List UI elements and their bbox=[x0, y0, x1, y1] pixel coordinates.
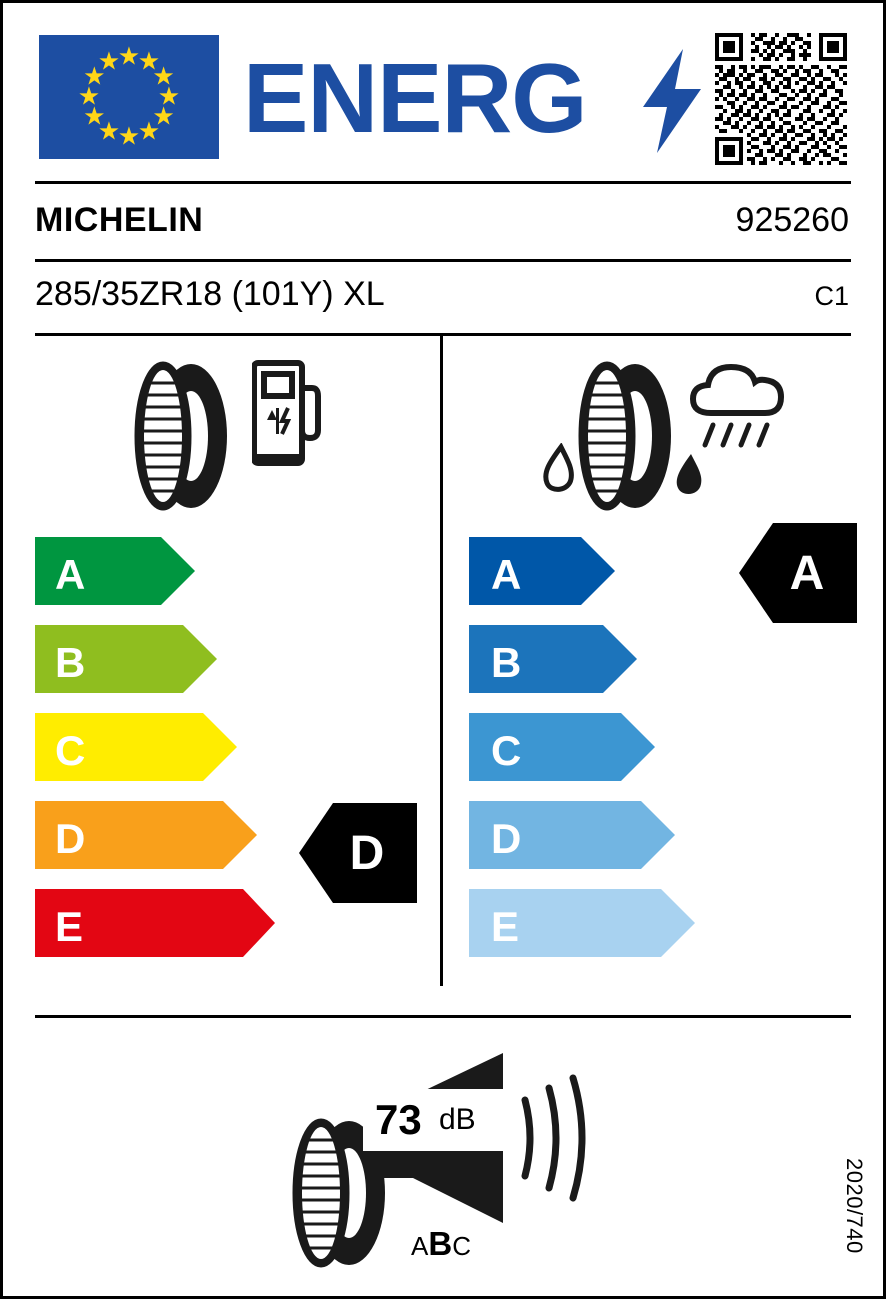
fuel-rating-value: D bbox=[349, 826, 385, 880]
fuel-pump-icon bbox=[252, 358, 322, 468]
eu-star-icon: ★ bbox=[117, 42, 141, 71]
regulation-code: 2020/740 bbox=[842, 1158, 867, 1254]
energ-wordmark: ENERG bbox=[243, 43, 587, 153]
eu-star-icon: ★ bbox=[157, 82, 181, 111]
tyre-code: 925260 bbox=[735, 201, 849, 239]
eu-star-icon: ★ bbox=[97, 117, 121, 146]
noise-unit: dB bbox=[439, 1103, 476, 1136]
tyre-class: C1 bbox=[814, 281, 849, 311]
brand-name: MICHELIN bbox=[35, 201, 204, 239]
section-divider bbox=[440, 336, 443, 986]
fuel-grade-a: A bbox=[55, 551, 86, 598]
noise-class-a: A bbox=[411, 1231, 429, 1261]
noise-value: 73 bbox=[375, 1096, 422, 1143]
eu-star-icon: ★ bbox=[152, 102, 175, 131]
qr-code-icon bbox=[715, 33, 847, 165]
wet-grade-a: A bbox=[491, 551, 522, 598]
wet-grade-d: D bbox=[491, 815, 522, 862]
tyre-size: 285/35ZR18 (101Y) XL bbox=[35, 275, 385, 313]
wet-rating-value: A bbox=[789, 546, 825, 600]
lightning-bolt-icon bbox=[643, 49, 701, 153]
fuel-grade-d: D bbox=[55, 815, 86, 862]
eu-flag-icon bbox=[39, 35, 219, 159]
eu-star-icon: ★ bbox=[97, 47, 121, 76]
fuel-grade-e: E bbox=[55, 903, 84, 950]
eu-star-icon: ★ bbox=[83, 62, 106, 91]
noise-class-scale bbox=[411, 1225, 471, 1263]
size-divider bbox=[35, 333, 851, 336]
header-divider bbox=[35, 181, 851, 184]
fuel-grade-b: B bbox=[55, 639, 86, 686]
water-splash-left-icon bbox=[539, 443, 583, 493]
eu-star-icon: ★ bbox=[137, 47, 161, 76]
eu-star-icon: ★ bbox=[77, 82, 101, 111]
fuel-grade-c: C bbox=[55, 727, 86, 774]
noise-class-b: B bbox=[428, 1225, 453, 1262]
eu-star-icon: ★ bbox=[137, 117, 161, 146]
brand-divider bbox=[35, 259, 851, 262]
eu-star-icon: ★ bbox=[117, 122, 141, 151]
rain-cloud-icon bbox=[683, 355, 793, 460]
noise-divider bbox=[35, 1015, 851, 1018]
noise-class-c: C bbox=[452, 1231, 471, 1261]
wet-grade-e: E bbox=[491, 903, 520, 950]
tyre-icon bbox=[129, 361, 249, 511]
wet-grade-c: C bbox=[491, 727, 522, 774]
eu-star-icon: ★ bbox=[83, 102, 106, 131]
eu-star-icon: ★ bbox=[152, 62, 175, 91]
wet-grade-b: B bbox=[491, 639, 522, 686]
